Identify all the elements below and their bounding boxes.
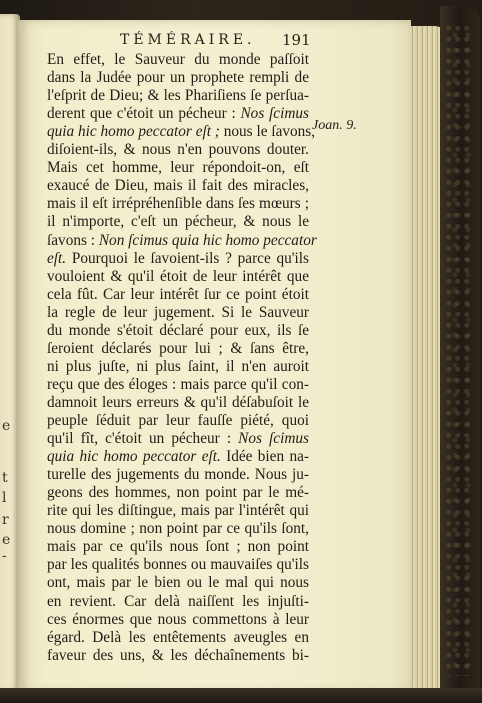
text-run: qu'il fît, c'étoit un pécheur : <box>47 430 239 448</box>
text-run: en revient. Car delà naiſſent les injuſti- <box>47 592 309 610</box>
text-line <box>47 593 309 611</box>
page-number: 191 <box>282 31 311 49</box>
text-run: ni plus juſte, ni plus ſaint, il n'en auroit <box>47 357 309 375</box>
text-run: mais il eſt irrépréhenſible dans ſes mœurs ; <box>47 195 309 213</box>
text-run: En effet, le Sauveur du monde paſſoit <box>47 51 309 68</box>
text-run: damnoit leurs erreurs & qu'il déſabuſoit le <box>47 393 309 411</box>
text-line <box>47 448 309 466</box>
text-line <box>47 538 309 556</box>
text-run: peuple ſéduit par leur fauſſe piété, quoi <box>47 412 309 429</box>
text-line <box>47 213 309 231</box>
text-line <box>47 105 309 123</box>
left-page-glyph: r <box>2 512 9 528</box>
text-run: ces énormes que nous commettons à leur <box>47 610 309 628</box>
text-line <box>47 520 309 538</box>
text-run: Mais cet homme, leur répondoit-on, eſt <box>47 159 309 177</box>
text-line <box>47 556 309 574</box>
text-line <box>47 141 309 159</box>
text-run: derent que c'étoit un pécheur : <box>47 105 241 123</box>
text-line <box>47 647 309 665</box>
text-run: ont, mais par le bien ou le mal qui nous <box>47 574 309 592</box>
text-line <box>47 304 309 322</box>
italic-latin: Nos ſcimus <box>238 430 309 448</box>
text-run: il n'importe, c'eſt un pécheur, & nous le <box>47 213 309 231</box>
book-cover <box>440 6 480 698</box>
text-line <box>47 51 309 69</box>
italic-latin: Non ſcimus quia hic homo peccator <box>98 231 317 249</box>
text-line <box>47 231 317 250</box>
text-run: du monde s'étoit déclaré pour eux, ils ſe <box>47 321 309 339</box>
text-run: ſavons : <box>47 231 99 249</box>
text-run: Pourquoi le ſavoient-ils ? parce qu'ils <box>66 249 309 267</box>
text-line <box>47 394 309 412</box>
text-run: geons des hommes, non point par le mé- <box>47 484 309 502</box>
text-line <box>47 250 309 268</box>
left-facing-page <box>0 14 20 692</box>
running-head: TÉMÉRAIRE. <box>120 32 256 48</box>
text-line <box>47 412 309 430</box>
italic-latin: Nos ſcimus <box>240 105 309 123</box>
text-run: par les qualités bonnes ou mauvaiſes qu'ils <box>47 556 309 574</box>
text-run: reçu que des éloges : mais parce qu'il con- <box>47 375 309 393</box>
text-run: vouloient & qu'il étoit de leur intérêt que <box>47 267 309 285</box>
text-line <box>47 502 309 520</box>
text-run: Idée bien na- <box>220 448 309 466</box>
text-line <box>47 159 309 177</box>
italic-latin: eſt. <box>47 249 67 267</box>
italic-latin: quia hic homo peccator eſt ; <box>47 123 220 141</box>
italic-latin: quia hic homo peccator eſt. <box>47 448 221 466</box>
page-edges <box>405 26 445 690</box>
text-run: turelle des jugements du monde. Nous ju- <box>47 466 309 484</box>
text-line <box>47 69 309 87</box>
text-line <box>47 629 309 647</box>
text-run: cela fût. Car leur intérêt ſur ce point étoit <box>47 285 309 303</box>
text-line <box>47 268 309 286</box>
text-run: égard. Delà les entêtements aveugles en <box>47 628 309 646</box>
left-page-glyph: l <box>2 490 7 506</box>
text-line <box>47 376 309 394</box>
text-line <box>47 484 309 502</box>
text-line <box>47 123 316 141</box>
bottom-edge <box>0 688 482 703</box>
text-run: rite qui les diſtingue, mais par l'intérêt qui <box>47 502 309 520</box>
text-line <box>47 195 309 213</box>
left-page-glyph: - <box>2 548 7 564</box>
text-line <box>47 611 309 629</box>
margin-note: Joan. 9. <box>312 118 357 133</box>
text-line <box>47 286 309 304</box>
text-run: dans la Judée pour un prophete rempli de <box>47 69 309 87</box>
text-run: mais par ce qu'ils nous ſont ; non point <box>47 538 309 556</box>
left-page-glyph: t <box>2 470 8 486</box>
text-run: nous domine ; non point par ce qu'ils ſont, <box>47 520 309 538</box>
text-run: ſeroient déclarés pour lui ; & ſans être, <box>47 339 309 357</box>
text-run: la regle de leur jugement. Si le Sauveur <box>47 303 309 321</box>
left-page-glyph: e <box>2 532 11 548</box>
text-line <box>47 358 309 376</box>
text-line <box>47 574 309 592</box>
text-line <box>47 340 309 358</box>
text-run: faveur des uns, & les déchaînements bi- <box>47 646 309 664</box>
text-line <box>47 87 309 105</box>
text-line <box>47 322 309 340</box>
left-page-glyph: e <box>2 418 11 434</box>
text-line <box>47 430 309 448</box>
text-line <box>47 177 309 195</box>
text-line <box>47 466 309 484</box>
text-run: nous le ſavons, <box>219 123 316 141</box>
text-run: diſoient-ils, & nous n'en pouvons douter. <box>47 141 309 159</box>
text-run: exaucé de Dieu, mais il fait des miracles, <box>47 177 309 195</box>
text-run: l'eſprit de Dieu; & les Phariſiens ſe perſua- <box>47 87 309 105</box>
